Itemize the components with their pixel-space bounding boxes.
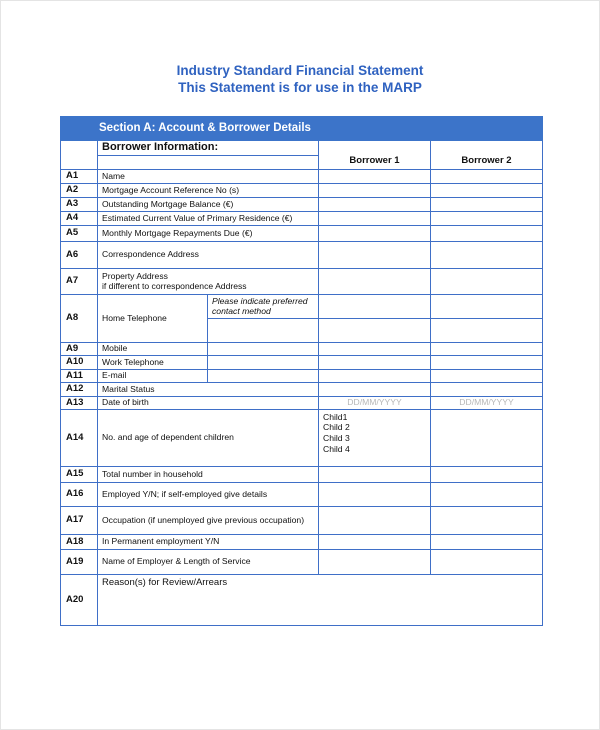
table-row: [61, 225, 543, 241]
employed-borrower-1-field[interactable]: [319, 482, 431, 506]
table-row: [61, 409, 543, 466]
row-code: A12: [61, 382, 98, 396]
employer-borrower-2-field[interactable]: [431, 549, 543, 574]
table-row: [61, 382, 543, 396]
row-label-mortgage-ref: Mortgage Account Reference No (s): [98, 183, 319, 197]
column-header-borrower-2: Borrower 2: [431, 141, 543, 170]
row-code: A13: [61, 396, 98, 409]
row-code: A10: [61, 355, 98, 369]
code-cell-empty: [61, 141, 98, 170]
row-label-monthly-repayments: Monthly Mortgage Repayments Due (€): [98, 225, 319, 241]
section-header-row: [61, 117, 543, 141]
preferred-contact-note-line1: Please indicate preferred: [212, 295, 308, 306]
residence-value-borrower-1-field[interactable]: [319, 211, 431, 225]
row-code: A11: [61, 369, 98, 382]
table-row: [61, 549, 543, 574]
employer-borrower-1-field[interactable]: [319, 549, 431, 574]
contact-note-borrower-2-field[interactable]: [431, 294, 543, 318]
table-row: [61, 482, 543, 506]
row-label-dependent-children: No. and age of dependent children: [98, 409, 319, 466]
document-subtitle: This Statement is for use in the MARP: [178, 80, 422, 95]
dob-borrower-1-field[interactable]: DD/MM/YYYY: [319, 396, 431, 409]
property-address-label: Property Address: [102, 270, 168, 281]
home-telephone-preference-field[interactable]: [208, 318, 319, 342]
mortgage-ref-borrower-1-field[interactable]: [319, 183, 431, 197]
mobile-preference-field[interactable]: [208, 342, 319, 355]
row-code: A20: [61, 574, 98, 625]
row-code: A5: [61, 225, 98, 241]
row-label-occupation: Occupation (if unemployed give previous occupation): [98, 506, 319, 534]
row-label-review-reasons: Reason(s) for Review/Arrears: [102, 576, 228, 588]
permanent-employment-borrower-2-field[interactable]: [431, 534, 543, 549]
row-label-correspondence-address: Correspondence Address: [98, 241, 319, 268]
work-telephone-borrower-2-field[interactable]: [431, 355, 543, 369]
section-title: Section A: Account & Borrower Details: [61, 117, 543, 141]
row-label-name: Name: [98, 169, 319, 183]
row-label-employer: Name of Employer & Length of Service: [98, 549, 319, 574]
document-title: Industry Standard Financial Statement: [176, 63, 424, 78]
contact-method-header-row: [61, 294, 543, 318]
row-code: A1: [61, 169, 98, 183]
children-borrower-1-field[interactable]: [319, 409, 431, 466]
row-code: A16: [61, 482, 98, 506]
table-row: [61, 396, 543, 409]
row-label-permanent-employment: In Permanent employment Y/N: [98, 534, 319, 549]
row-code: A14: [61, 409, 98, 466]
property-address-borrower-1-field[interactable]: [319, 268, 431, 294]
occupation-borrower-1-field[interactable]: [319, 506, 431, 534]
correspondence-address-borrower-1-field[interactable]: [319, 241, 431, 268]
mobile-borrower-1-field[interactable]: [319, 342, 431, 355]
mortgage-ref-borrower-2-field[interactable]: [431, 183, 543, 197]
table-row: [61, 534, 543, 549]
child-label: Child 4: [323, 443, 350, 454]
table-row: [61, 342, 543, 355]
row-label-household-total: Total number in household: [98, 466, 319, 482]
table-row: [61, 506, 543, 534]
table-row: [61, 355, 543, 369]
mortgage-balance-borrower-1-field[interactable]: [319, 197, 431, 211]
row-label-home-telephone: Home Telephone: [98, 294, 208, 342]
row-code: A15: [61, 466, 98, 482]
child-label: Child 2: [323, 422, 350, 433]
row-label-mortgage-balance: Outstanding Mortgage Balance (€): [98, 197, 319, 211]
row-label-work-telephone: Work Telephone: [98, 355, 208, 369]
row-label-property-address: [98, 268, 319, 294]
child-label: Child 3: [323, 433, 350, 444]
row-code: A9: [61, 342, 98, 355]
table-row: [61, 183, 543, 197]
row-label-marital-status: Marital Status: [98, 382, 319, 396]
table-row: [61, 197, 543, 211]
row-code: A8: [61, 294, 98, 342]
table-row: [61, 466, 543, 482]
borrower-details-form: [60, 116, 543, 626]
borrower-info-heading: Borrower Information:: [98, 141, 319, 156]
email-preference-field[interactable]: [208, 369, 319, 382]
row-label-email: E-mail: [98, 369, 208, 382]
employed-borrower-2-field[interactable]: [431, 482, 543, 506]
mobile-borrower-2-field[interactable]: [431, 342, 543, 355]
table-row: [61, 574, 543, 625]
child-label: Child1: [323, 411, 348, 422]
table-row: [61, 369, 543, 382]
children-borrower-2-field[interactable]: [431, 409, 543, 466]
household-total-borrower-2-field[interactable]: [431, 466, 543, 482]
email-borrower-1-field[interactable]: [319, 369, 431, 382]
row-code: A2: [61, 183, 98, 197]
row-code: A17: [61, 506, 98, 534]
email-borrower-2-field[interactable]: [431, 369, 543, 382]
table-row: [61, 241, 543, 268]
occupation-borrower-2-field[interactable]: [431, 506, 543, 534]
row-label-date-of-birth: Date of birth: [98, 396, 319, 409]
row-code: A6: [61, 241, 98, 268]
work-telephone-preference-field[interactable]: [208, 355, 319, 369]
monthly-repayments-borrower-1-field[interactable]: [319, 225, 431, 241]
contact-note-borrower-1-field[interactable]: [319, 294, 431, 318]
row-code: A4: [61, 211, 98, 225]
mortgage-balance-borrower-2-field[interactable]: [431, 197, 543, 211]
marital-status-borrower-2-field[interactable]: [431, 382, 543, 396]
row-code: A19: [61, 549, 98, 574]
row-code: A18: [61, 534, 98, 549]
name-borrower-2-field[interactable]: [431, 169, 543, 183]
work-telephone-borrower-1-field[interactable]: [319, 355, 431, 369]
home-telephone-borrower-1-field[interactable]: [319, 318, 431, 342]
row-label-mobile: Mobile: [98, 342, 208, 355]
correspondence-address-borrower-2-field[interactable]: [431, 241, 543, 268]
review-reasons-field[interactable]: [98, 574, 543, 625]
home-telephone-borrower-2-field[interactable]: [431, 318, 543, 342]
preferred-contact-note: [208, 294, 319, 318]
preferred-contact-note-line2: contact method: [212, 306, 271, 317]
table-row: [61, 268, 543, 294]
household-total-borrower-1-field[interactable]: [319, 466, 431, 482]
column-header-borrower-1: Borrower 1: [319, 141, 431, 170]
subheader-empty: [98, 155, 319, 169]
property-address-borrower-2-field[interactable]: [431, 268, 543, 294]
subheader-row: [61, 141, 543, 156]
name-borrower-1-field[interactable]: [319, 169, 431, 183]
property-address-sublabel: if different to correspondence Address: [102, 281, 247, 292]
row-label-employed: Employed Y/N; if self-employed give details: [98, 482, 319, 506]
row-label-residence-value: Estimated Current Value of Primary Residence (€): [98, 211, 319, 225]
dob-borrower-2-field[interactable]: DD/MM/YYYY: [431, 396, 543, 409]
monthly-repayments-borrower-2-field[interactable]: [431, 225, 543, 241]
row-code: A7: [61, 268, 98, 294]
permanent-employment-borrower-1-field[interactable]: [319, 534, 431, 549]
table-row: [61, 169, 543, 183]
residence-value-borrower-2-field[interactable]: [431, 211, 543, 225]
row-code: A3: [61, 197, 98, 211]
marital-status-borrower-1-field[interactable]: [319, 382, 431, 396]
table-row: [61, 211, 543, 225]
